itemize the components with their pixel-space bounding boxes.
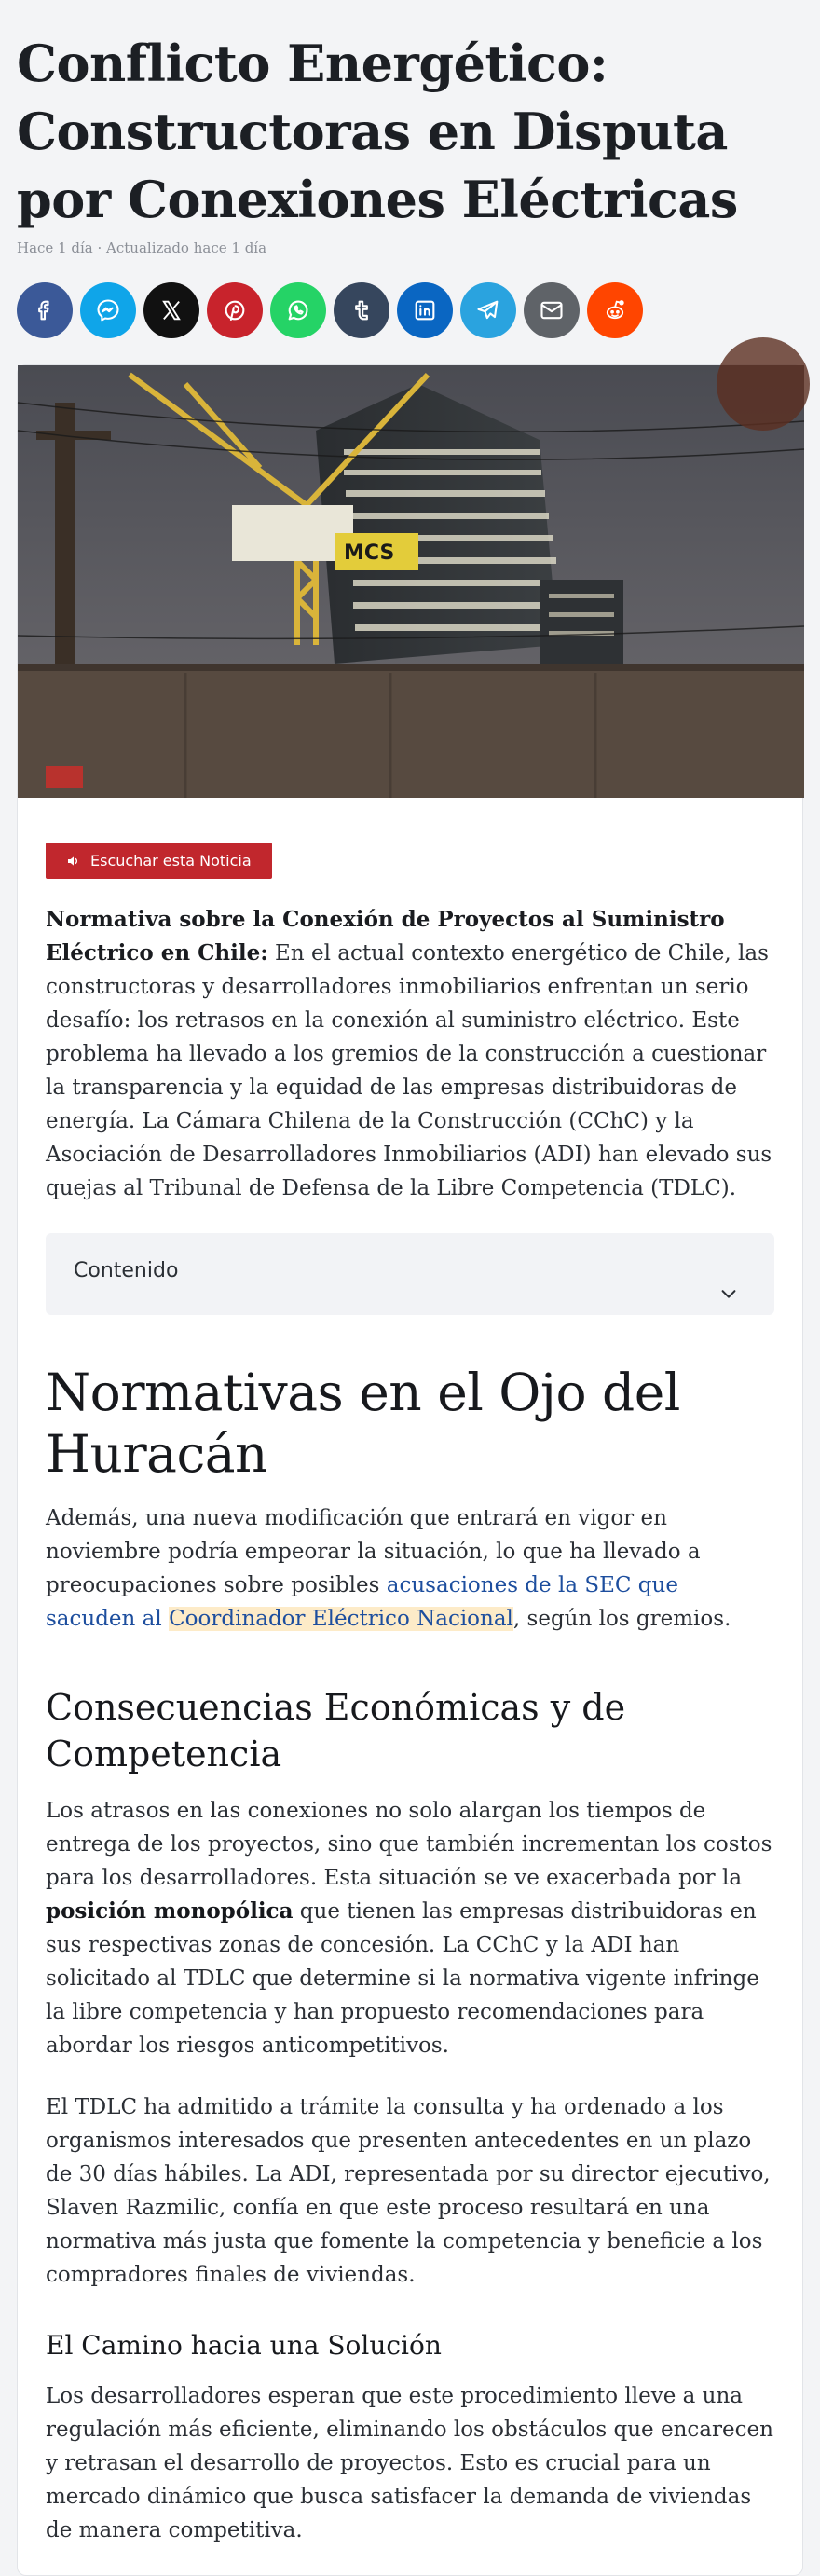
facebook-icon [32,297,58,323]
toc-label: Contenido [74,1259,179,1282]
section3-paragraph: Los desarrolladores esperan que este procedimiento lleve a una regulación más eficiente, eliminando los obstáculos que encarecen y retrasan el desarrollo de proyectos. Esto es crucial para un mercado dinámico que busca satisfacer la demanda de viviendas de manera competitiva. [46,2384,773,2542]
lead-paragraph [46,903,774,1205]
coordinador-link[interactable]: Coordinador Eléctrico Nacional [169,1607,513,1631]
share-reddit-button[interactable] [587,282,643,338]
share-email-button[interactable] [524,282,580,338]
article-body [18,798,802,2575]
share-linkedin-button[interactable] [397,282,453,338]
section2-text-post: que tienen las empresas distribuidoras en sus respectivas zonas de concesión. La CChC y la ADI han solicitado al TDLC que determine si la normativa vigente infringe la libre competencia y han propuesto recomendaciones para abordar los riesgos anticompetitivos. [46,1899,759,2058]
svg-text:MCS: MCS [344,541,395,565]
tumblr-icon [348,297,375,323]
section1-heading: Normativas en el Ojo del Huracán [46,1363,680,1484]
telegram-icon [475,297,501,323]
section2-heading: Consecuencias Económicas y de Competencia [46,1687,626,1774]
speaker-icon [66,854,81,869]
section1-text-post: , según los gremios. [512,1607,731,1631]
email-icon [539,297,565,323]
pinterest-icon [222,297,248,323]
article-title: Conflicto Energético: Constructoras en Disputa por Conexiones Eléctricas [17,34,738,229]
chevron-down-icon [718,1283,739,1304]
share-bar [17,282,803,338]
share-telegram-button[interactable] [460,282,516,338]
share-pinterest-button[interactable] [207,282,263,338]
linkedin-icon [412,297,438,323]
reddit-icon [602,297,628,323]
article-card [17,364,803,2576]
article-meta: Hace 1 día · Actualizado hace 1 día [17,240,267,256]
toc-dropdown[interactable] [46,1233,774,1315]
whatsapp-icon [285,297,311,323]
lead-bold: Normativa sobre la Conexión de Proyectos al Suministro Eléctrico en Chile: [46,907,725,966]
x-icon [158,297,184,323]
section2-paragraph-1 [46,1794,774,2062]
share-x-button[interactable] [144,282,199,338]
messenger-icon [95,297,121,323]
lead-text: En el actual contexto energético de Chile, las constructoras y desarrolladores inmobiliarios enfrentan un serio desafío: los retrasos en la conexión al suministro eléctrico. Este problema ha llevado a los gremios de la construcción a cuestionar la transparencia y la equidad de las empresas distribuidoras de energía. La Cámara Chilena de la Construcción (CChC) y la Asociación de Desarrolladores Inmobiliarios (ADI) han elevado sus quejas al Tribunal de Defensa de la Libre Competencia (TDLC). [46,941,772,1200]
share-messenger-button[interactable] [80,282,136,338]
listen-button[interactable] [46,843,272,879]
share-facebook-button[interactable] [17,282,73,338]
listen-label: Escuchar esta Noticia [90,852,252,870]
section2-text-pre: Los atrasos en las conexiones no solo alargan los tiempos de entrega de los proyectos, sino que también incrementan los costos para los desarrolladores. Esta situación se ve exacerbada por la [46,1799,772,1890]
section3-heading: El Camino hacia una Solución [46,2330,442,2361]
section1-paragraph [46,1501,774,1636]
share-tumblr-button[interactable] [334,282,390,338]
sec-accusations-link[interactable]: acusaciones de la SEC que sacuden al [46,1573,678,1631]
share-whatsapp-button[interactable] [270,282,326,338]
section2-bold: posición monopólica [46,1898,294,1924]
section1-text-pre: Además, una nueva modificación que entrará en vigor en noviembre podría empeorar la situación, lo que ha llevado a preocupaciones sobre posibles [46,1506,701,1597]
construction-night-photo-icon [18,365,804,798]
section2-paragraph-2: El TDLC ha admitido a trámite la consulta y ha ordenado a los organismos interesados que presenten antecedentes en un plazo de 30 días hábiles. La ADI, representada por su director ejecutivo, Slaven Razmilic, confía en que este proceso resultará en una normativa más justa que fomente la competencia y beneficie a los compradores finales de viviendas. [46,2095,771,2287]
